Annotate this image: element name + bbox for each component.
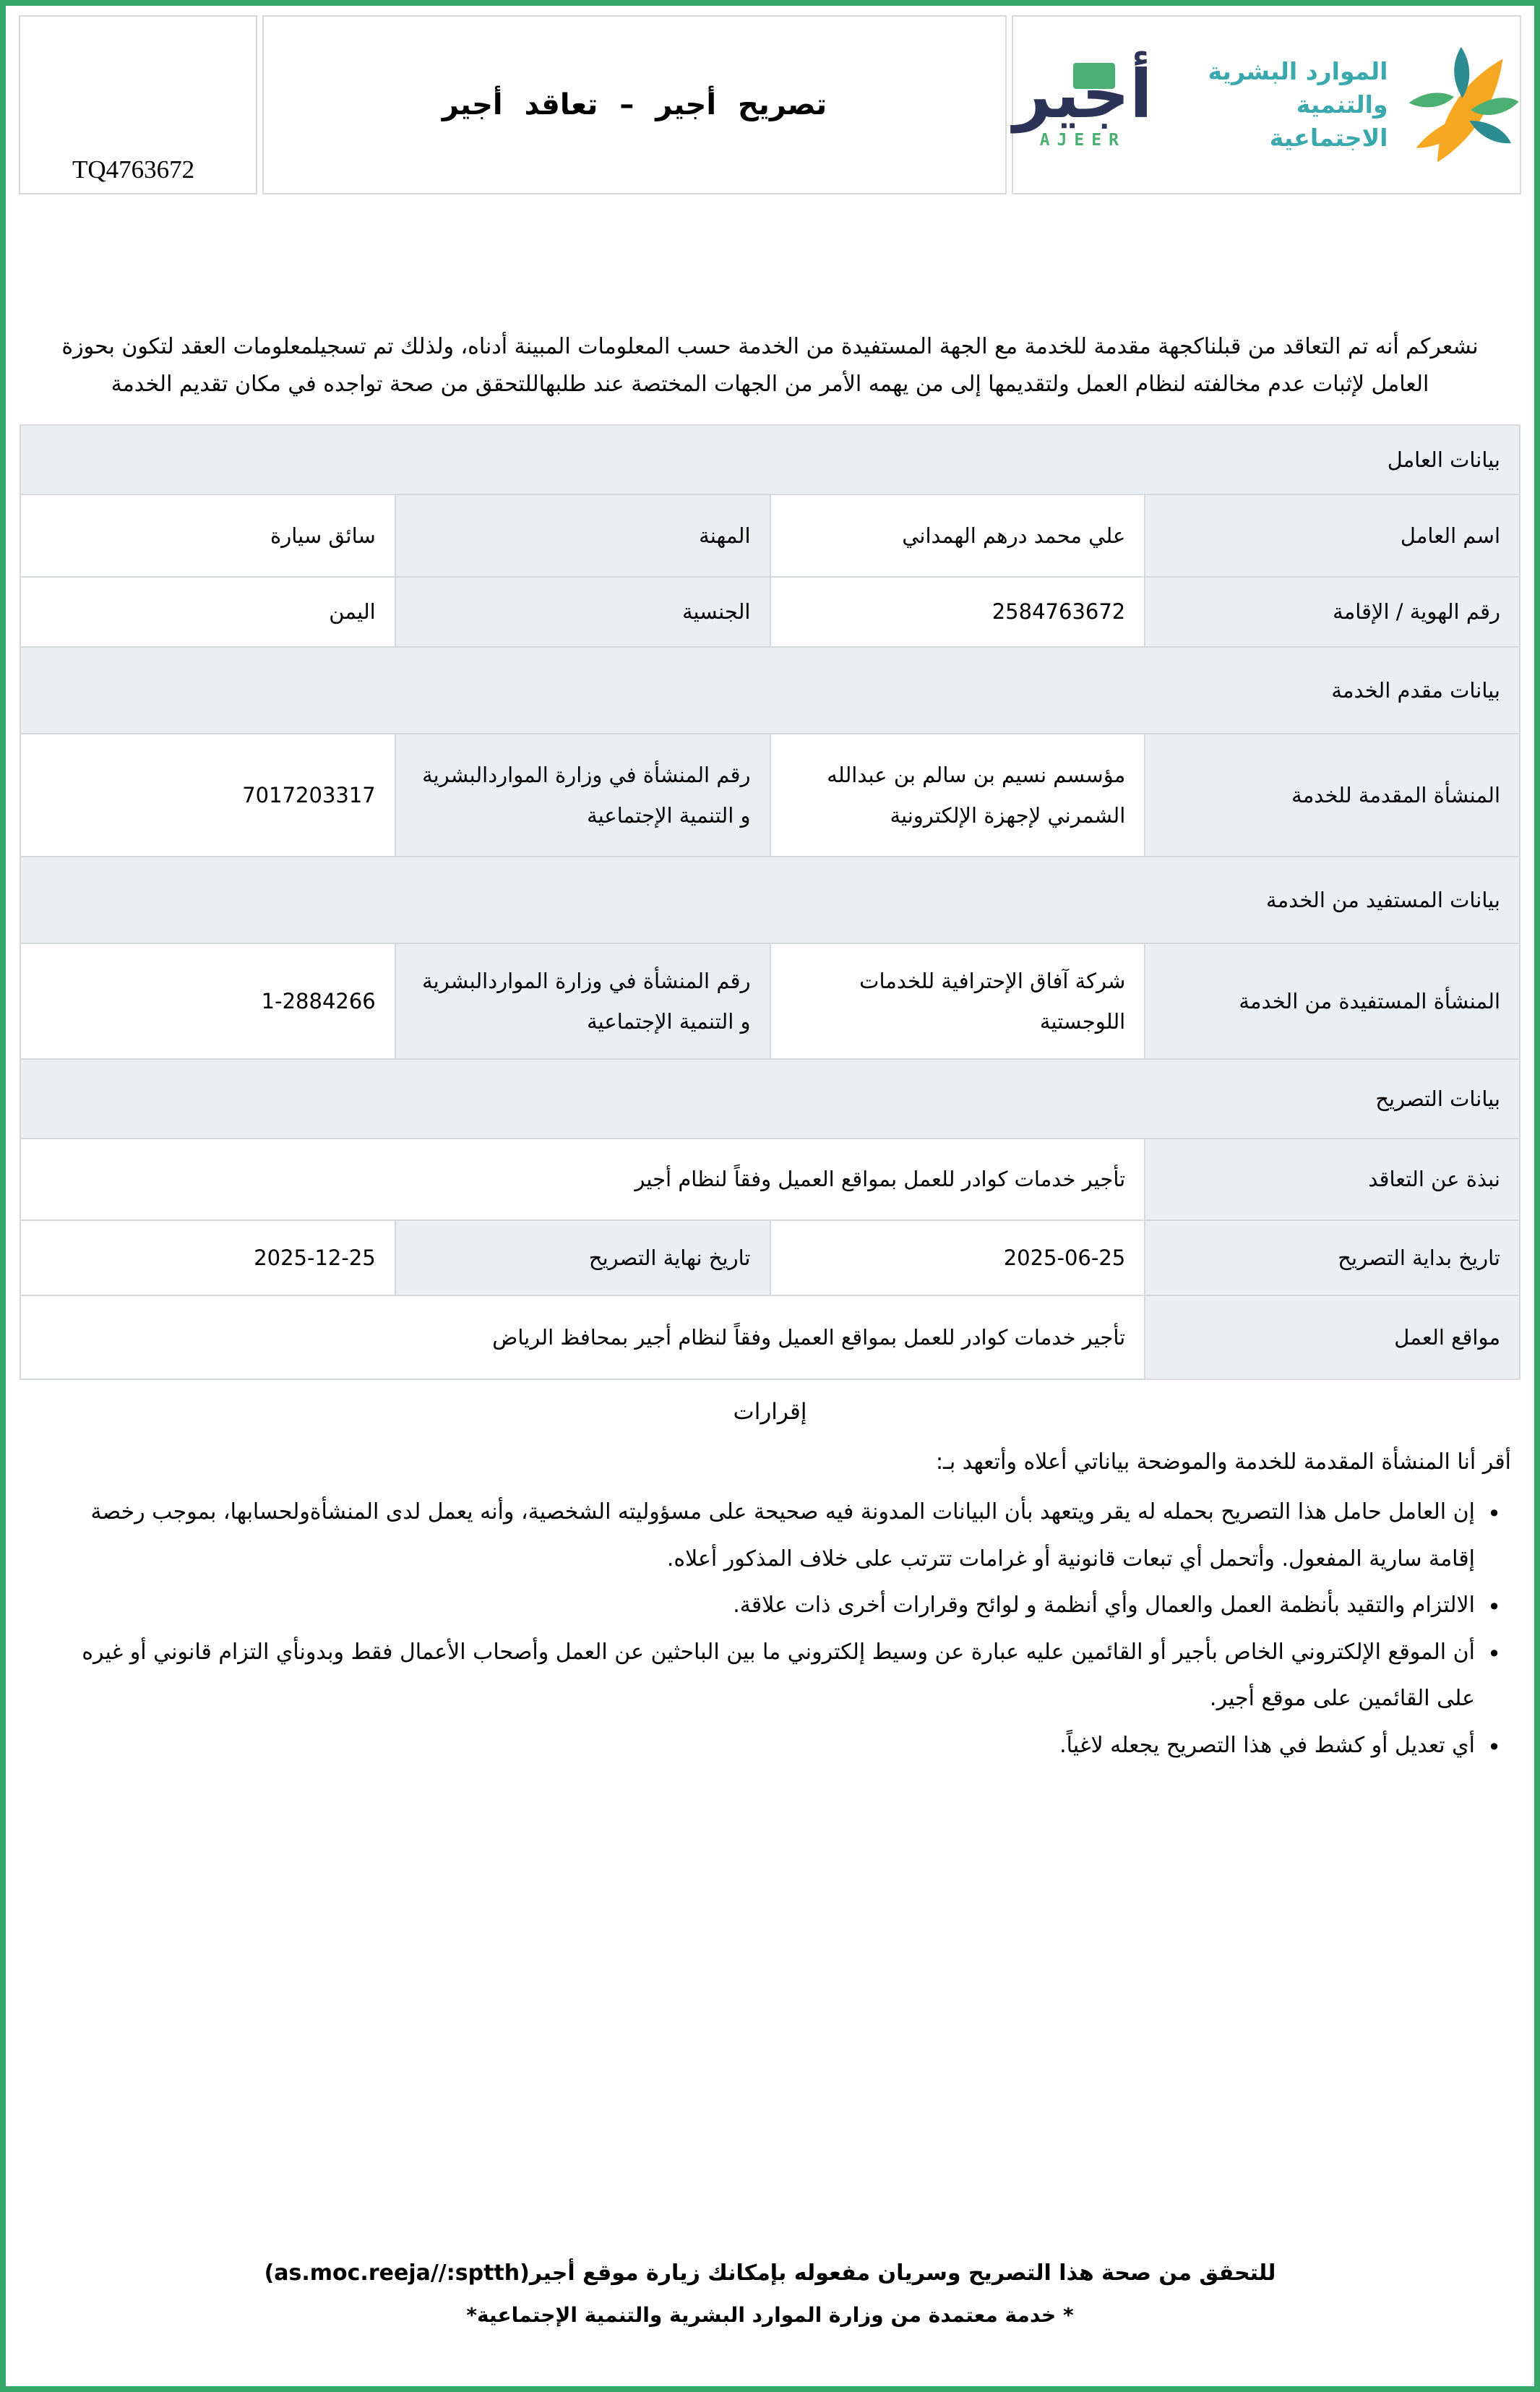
worker-id-label: رقم الهوية / الإقامة (1145, 577, 1520, 647)
permit-about-label: نبذة عن التعاقد (1145, 1139, 1520, 1220)
ajeer-logo-arabic: أجير (1013, 55, 1153, 133)
approval-note: * خدمة معتمدة من وزارة الموارد البشرية والتنمية الإجتماعية* (466, 2303, 1074, 2327)
header-permit-number-cell (19, 15, 257, 194)
beneficiary-number-value: 1-2884266 (20, 943, 395, 1059)
worker-name-value: علي محمد درهم الهمداني (770, 494, 1145, 577)
section-header-worker: بيانات العامل (20, 425, 1520, 494)
table-row (20, 734, 1520, 857)
declaration-item: • أي تعديل أو كشط في هذا التصريح يجعله لاغياً. (56, 1723, 1504, 1770)
page-title: تصريح أجير – تعاقد أجير (442, 88, 827, 121)
permit-start-date-label: تاريخ بداية التصريح (1145, 1220, 1520, 1295)
ministry-palm-icon (1401, 42, 1520, 168)
ministry-name-line1: الموارد البشرية (1208, 56, 1388, 85)
provider-establishment-label: المنشأة المقدمة للخدمة (1145, 734, 1520, 857)
worker-nationality-value: اليمن (20, 577, 395, 647)
ministry-name-line2: والتنمية الاجتماعية (1269, 90, 1388, 153)
table-row (20, 1059, 1520, 1139)
table-row (20, 577, 1520, 647)
declarations-intro: أقر أنا المنشأة المقدمة للخدمة والموضحة بياناتي أعلاه وأتعهد بـ: (935, 1449, 1511, 1475)
table-row (20, 857, 1520, 943)
permit-locations-label: مواقع العمل (1145, 1295, 1520, 1379)
permit-locations-value: تأجير خدمات كوادر للعمل بمواقع العميل وفقاً لنظام أجير بمحافظ الرياض (20, 1295, 1145, 1379)
beneficiary-establishment-value: شركة آفاق الإحترافية للخدمات اللوجستية (770, 943, 1145, 1059)
ministry-name (1183, 55, 1388, 155)
beneficiary-number-label: رقم المنشأة في وزارة المواردالبشرية و التنمية الإجتماعية (395, 943, 770, 1059)
section-header-permit: بيانات التصريح (20, 1059, 1520, 1139)
table-row (20, 1295, 1520, 1379)
provider-establishment-value: مؤسسم نسيم بن سالم بن عبدالله الشمرني لإجهزة الإلكترونية (770, 734, 1145, 857)
document-header (19, 15, 1521, 194)
permit-start-date-value: 2025-06-25 (770, 1220, 1145, 1295)
worker-name-label: اسم العامل (1145, 494, 1520, 577)
worker-profession-label: المهنة (395, 494, 770, 577)
declaration-item: • الالتزام والتقيد بأنظمة العمل والعمال وأي أنظمة و لوائح وقرارات أخرى ذات علاقة. (56, 1582, 1504, 1629)
header-logos-cell (1012, 15, 1521, 194)
verify-note: للتحقق من صحة هذا التصريح وسريان مفعوله بإمكانك زيارة موقع أجير(as.moc.reeja//:sptth) (264, 2260, 1276, 2286)
declaration-item: • أن الموقع الإلكتروني الخاص بأجير أو القائمين عليه عبارة عن وسيط إلكتروني ما بين الباحثين عن العمل وأصحاب الأعمال فقط وبدونأي التزام قانوني أو غيره على القائمين على موقع أجير. (56, 1629, 1504, 1723)
ministry-logo (1183, 42, 1520, 168)
table-row (20, 943, 1520, 1059)
worker-profession-value: سائق سيارة (20, 494, 395, 577)
document-footer (6, 2260, 1534, 2327)
section-header-provider: بيانات مقدم الخدمة (20, 647, 1520, 734)
permit-about-value: تأجير خدمات كوادر للعمل بمواقع العميل وفقاً لنظام أجير (20, 1139, 1145, 1220)
permit-number: TQ4763672 (72, 155, 195, 184)
table-row (20, 494, 1520, 577)
table-row (20, 1220, 1520, 1295)
declarations-list (56, 1489, 1504, 1769)
section-header-beneficiary: بيانات المستفيد من الخدمة (20, 857, 1520, 943)
table-row (20, 647, 1520, 734)
declarations-title: إقرارات (733, 1399, 807, 1426)
table-row (20, 1139, 1520, 1220)
permit-end-date-label: تاريخ نهاية التصريح (395, 1220, 770, 1295)
table-row (20, 425, 1520, 494)
ajeer-logo (1013, 55, 1153, 150)
header-title-cell (262, 15, 1007, 194)
worker-nationality-label: الجنسية (395, 577, 770, 647)
beneficiary-establishment-label: المنشأة المستفيدة من الخدمة (1145, 943, 1520, 1059)
declaration-item: • إن العامل حامل هذا التصريح بحمله له يقر ويتعهد بأن البيانات المدونة فيه صحيحة على مسؤوليته الشخصية، وأنه يعمل لدى المنشأةولحسابها، بموجب رخصة إقامة سارية المفعول. وأتحمل أي تبعات قانونية أو غرامات تترتب على خلاف المذكور أعلاه. (56, 1489, 1504, 1582)
provider-number-value: 7017203317 (20, 734, 395, 857)
permit-end-date-value: 2025-12-25 (20, 1220, 395, 1295)
ajeer-logo-latin: AJEER (1039, 131, 1126, 150)
provider-number-label: رقم المنشأة في وزارة المواردالبشرية و التنمية الإجتماعية (395, 734, 770, 857)
intro-paragraph: نشعركم أنه تم التعاقد من قبلناكجهة مقدمة للخدمة مع الجهة المستفيدة من الخدمة حسب المعلومات المبينة أدناه، ولذلك تم تسجيلمعلومات العقد لتكون بحوزة العامل لإثبات عدم مخالفته لنظام العمل ولتقديمها إلى من يهمه الأمر من الجهات المختصة عند طلبهاللتحقق من صحة تواجده في مكان تقديم الخدمة (61, 334, 1479, 397)
worker-id-value: 2584763672 (770, 577, 1145, 647)
permit-data-table (20, 424, 1520, 1380)
